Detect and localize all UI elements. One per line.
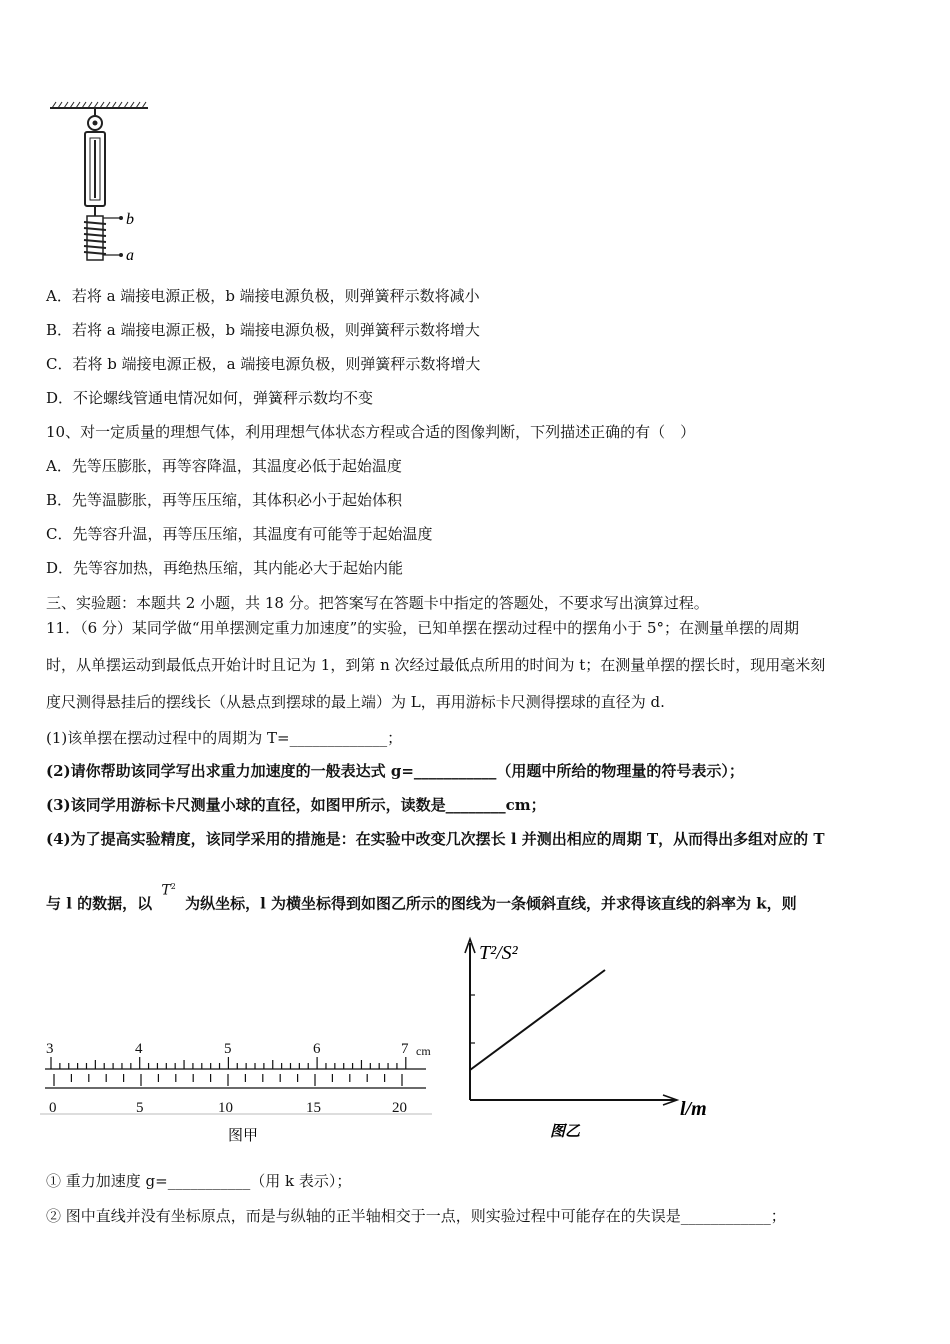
graph-caption: 图乙 — [550, 1122, 581, 1140]
q11-line-3: 度尺测得悬挂后的摆线长（从悬点到摆球的最上端）为 L，再用游标卡尺测得摆球的直径为 d. — [46, 693, 665, 711]
x-axis-label: l/m — [680, 1098, 707, 1120]
q10-option-a: A．先等压膨胀，再等容降温，其温度必低于起始温度 — [46, 457, 402, 475]
q11-sub-1: ① 重力加速度 g=___________（用 k 表示）； — [46, 1172, 352, 1190]
q9-option-c: C．若将 b 端接电源正极，a 端接电源负极，则弹簧秤示数将增大 — [46, 355, 481, 373]
main-scale-label: 6 — [313, 1041, 321, 1057]
q11-line-2: 时，从单摆运动到最低点开始计时且记为 1，到第 n 次经过最低点所用的时间为 t；在测量单摆的摆长时，现用毫米刻 — [46, 656, 826, 674]
vernier-label: 10 — [218, 1100, 233, 1116]
unit-label: cm — [416, 1044, 431, 1058]
main-scale-label: 4 — [135, 1041, 143, 1057]
terminal-a-label: a — [126, 247, 134, 264]
q11-part-3: (3)该同学用游标卡尺测量小球的直径，如图甲所示，读数是________cm； — [46, 796, 546, 814]
section-3-heading: 三、实验题：本题共 2 小题，共 18 分。把答案写在答题卡中指定的答题处，不要求写出演算过程。 — [46, 594, 709, 612]
vernier-label: 15 — [306, 1100, 321, 1116]
q10-stem: 10、对一定质量的理想气体，利用理想气体状态方程或合适的图像判断，下列描述正确的有（ ） — [46, 423, 696, 441]
q9-option-a: A．若将 a 端接电源正极，b 端接电源负极，则弹簧秤示数将减小 — [46, 287, 480, 305]
q10-option-c: C．先等容升温，再等压压缩，其温度有可能等于起始温度 — [46, 525, 433, 543]
q11-part-4b-pre: 与 l 的数据，以 — [46, 894, 153, 913]
q9-option-b: B．若将 a 端接电源正极，b 端接电源负极，则弹簧秤示数将增大 — [46, 321, 480, 339]
t-symbol: T — [161, 882, 171, 899]
q11-part-4b — [46, 882, 797, 915]
main-scale-label: 3 — [46, 1041, 54, 1057]
terminal-b-label: b — [126, 211, 134, 228]
q11-line-1: 11．（6 分）某同学做“用单摆测定重力加速度”的实验，已知单摆在摆动过程中的摆角小于 5°；在测量单摆的周期 — [46, 619, 800, 637]
caliper-caption: 图甲 — [228, 1126, 259, 1144]
spring-scale-figure — [40, 98, 170, 268]
q10-option-b: B．先等温膨胀，再等压压缩，其体积必小于起始体积 — [46, 491, 403, 509]
main-scale-label: 5 — [224, 1041, 232, 1057]
q11-part-1: (1)该单摆在摆动过程中的周期为 T=_____________； — [46, 729, 403, 747]
vernier-label: 0 — [49, 1100, 57, 1116]
vernier-label: 5 — [136, 1100, 144, 1116]
q9-option-d: D．不论螺线管通电情况如何，弹簧秤示数均不变 — [46, 389, 374, 407]
t-squared-vs-l-graph — [455, 935, 725, 1145]
y-axis-label: T²/S² — [479, 942, 518, 964]
q11-part-4a: (4)为了提高实验精度，该同学采用的措施是：在实验中改变几次摆长 l 并测出相应的周期 T，从而得出多组对应的 T — [46, 830, 825, 848]
q11-sub-2: ② 图中直线并没有坐标原点，而是与纵轴的正半轴相交于一点，则实验过程中可能存在的失误是____________； — [46, 1207, 786, 1225]
q11-part-4b-post: 为纵坐标，l 为横坐标得到如图乙所示的图线为一条倾斜直线，并求得该直线的斜率为 k，则 — [185, 894, 797, 913]
vernier-caliper-figure — [40, 1036, 440, 1148]
main-scale-label: 7 — [401, 1041, 409, 1057]
vernier-label: 20 — [392, 1100, 407, 1116]
t-squared-symbol — [161, 877, 175, 901]
q10-option-d: D．先等容加热，再绝热压缩，其内能必大于起始内能 — [46, 559, 404, 577]
data-line — [470, 970, 605, 1070]
q11-part-2: (2)请你帮助该同学写出求重力加速度的一般表达式 g=___________（用题中所给的物理量的符号表示）； — [46, 762, 744, 780]
t-squared-exponent: 2 — [170, 882, 176, 891]
